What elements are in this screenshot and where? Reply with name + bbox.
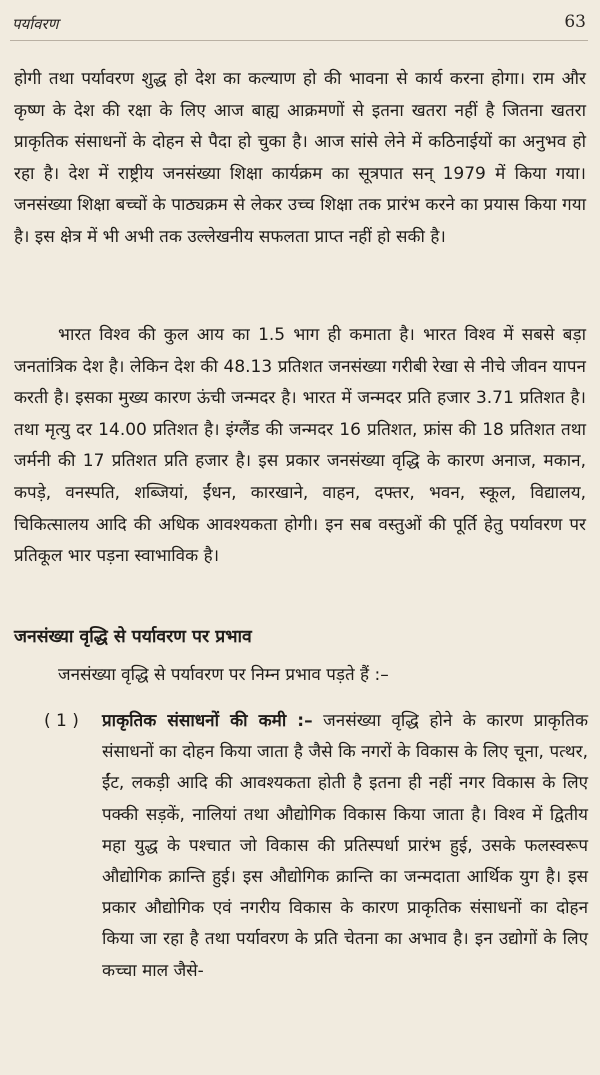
section-intro: जनसंख्या वृद्धि से पर्यावरण पर निम्न प्रभाव पड़ते हैं :–: [58, 665, 389, 685]
paragraph-2: भारत विश्व की कुल आय का 1.5 भाग ही कमाता है। भारत विश्व में सबसे बड़ा जनतांत्रिक देश है। लेकिन देश की 48.13 प्रतिशत जनसंख्या गरीबी रेखा से नीचे जीवन यापन करती है। इसका मुख्य कारण ऊंची जन्मदर है। भारत में जन्मदर प्रति हजार 3.71 प्रतिशत है। तथा मृत्यु दर 14.00 प्रतिशत है। इंग्लैंड की जन्मदर 16 प्रतिशत, फ्रांस की 18 प्रतिशत तथा जर्मनी की 17 प्रतिशत प्रति हजार है। इस प्रकार जनसंख्या वृद्धि के कारण अनाज, मकान, कपड़े, वनस्पति, शब्जियां, ईंधन, कारखाने, वाहन, दफ्तर, भवन, स्कूल, विद्यालय, चिकित्सालय आदि की अधिक आवश्यकता होगी। इन सब वस्तुओं की पूर्ति हेतु पर्यावरण पर प्रतिकूल भार पड़ना स्वाभाविक है।: [14, 325, 586, 567]
running-head-title: पर्यावरण: [12, 15, 59, 33]
list-item: [44, 706, 588, 987]
section-heading: जनसंख्या वृद्धि से पर्यावरण पर प्रभाव: [14, 627, 252, 647]
list-item-title: प्राकृतिक संसाधनों की कमी :–: [102, 711, 313, 731]
page-number: 63: [564, 12, 586, 32]
list-item-body: [102, 706, 588, 987]
list-item-marker: ( 1 ): [44, 711, 79, 731]
list-item-text: जनसंख्या वृद्धि होने के कारण प्राकृतिक संसाधनों का दोहन किया जाता है जैसे कि नगरों के विकास के लिए चूना, पत्थर, ईंट, लकड़ी आदि की आवश्यकता होती है इतना ही नहीं नगर विकास के लिए पक्की सड़कें, नालियां तथा औद्योगिक विकास किया जाता है। विश्व में द्वितीय महा युद्ध के पश्चात जो विकास की प्रतिस्पर्धा प्रारंभ हुई, उसके फलस्वरूप औद्योगिक क्रान्ति हुई। इस औद्योगिक क्रान्ति का जन्मदाता आर्थिक युग है। इस प्रकार औद्योगिक एवं नगरीय विकास के कारण प्राकृतिक संसाधनों का दोहन किया जा रहा है तथा पर्यावरण के प्रति चेतना का अभाव है। इन उद्योगों के लिए कच्चा माल जैसे-: [102, 711, 588, 981]
paragraph-1: होगी तथा पर्यावरण शुद्ध हो देश का कल्याण हो की भावना से कार्य करना होगा। राम और कृष्ण के देश की रक्षा के लिए आज बाह्य आक्रमणों से इतना खतरा नहीं है जितना खतरा प्राकृतिक संसाधनों के दोहन से पैदा हो चुका है। आज सांसे लेने में कठिनाईयों का अनुभव हो रहा है। देश में राष्ट्रीय जनसंख्या शिक्षा कार्यक्रम का सूत्रपात सन् 1979 में किया गया। जनसंख्या शिक्षा बच्चों के पाठ्यक्रम से लेकर उच्च शिक्षा तक प्रारंभ करने का प्रयास किया गया है। इस क्षेत्र में भी अभी तक उल्लेखनीय सफलता प्राप्त नहीं हो सकी है।: [14, 69, 586, 247]
header-divider: [10, 40, 588, 41]
